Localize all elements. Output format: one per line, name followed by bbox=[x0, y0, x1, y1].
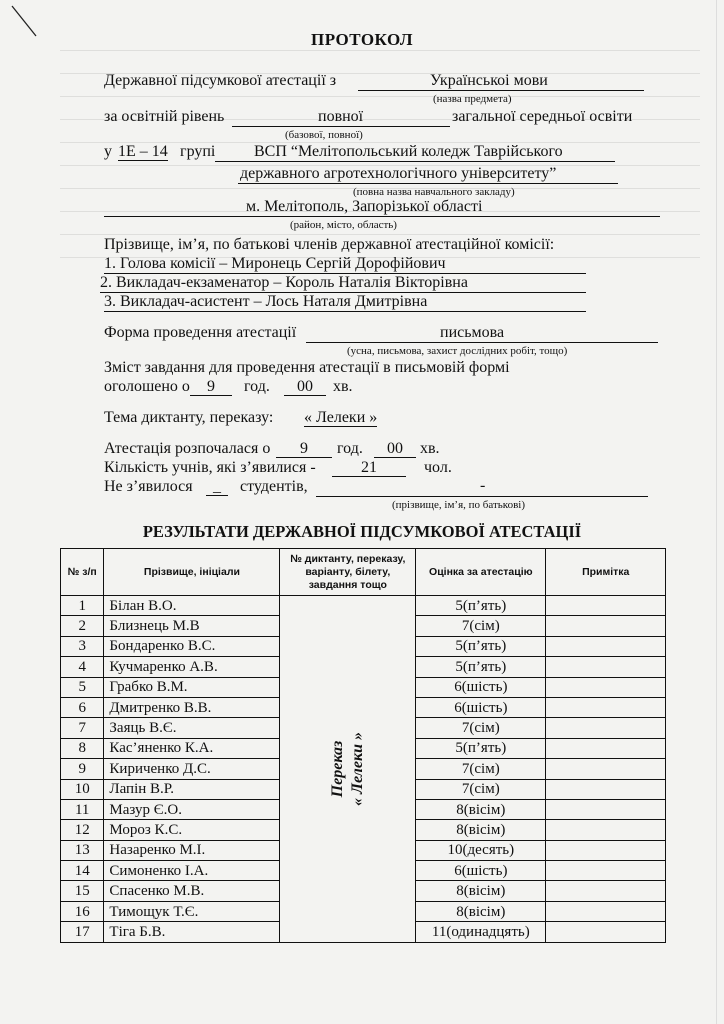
subject-label: Державної підсумкової атестації з bbox=[104, 72, 337, 89]
results-header-row bbox=[61, 549, 666, 596]
commission-member-3: 3. Викладач-асистент – Лось Наталя Дмитрівна bbox=[104, 293, 428, 310]
student-grade: 6(шість) bbox=[416, 697, 546, 717]
level-underline bbox=[232, 126, 450, 127]
student-note bbox=[546, 840, 666, 860]
task-vertical-label bbox=[328, 732, 368, 806]
page-title: ПРОТОКОЛ bbox=[310, 30, 413, 49]
form-underline bbox=[306, 342, 658, 343]
student-name: Спасенко М.В. bbox=[104, 881, 280, 901]
student-name: Тіга Б.В. bbox=[104, 922, 280, 942]
student-grade: 5(п’ять) bbox=[416, 738, 546, 758]
student-note bbox=[546, 596, 666, 616]
group-prefix: у bbox=[104, 143, 112, 160]
commission-underline-3 bbox=[104, 311, 586, 312]
row-number: 11 bbox=[61, 799, 104, 819]
present-label: Кількість учнів, які з’явилися - bbox=[104, 459, 316, 476]
student-grade: 10(десять) bbox=[416, 840, 546, 860]
task-line-1: Зміст завдання для проведення атестації в письмовій формі bbox=[104, 359, 510, 376]
task-hour-label: год. bbox=[244, 378, 270, 395]
student-name: Кучмаренко А.В. bbox=[104, 657, 280, 677]
student-note bbox=[546, 738, 666, 758]
student-note bbox=[546, 677, 666, 697]
student-grade: 8(вісім) bbox=[416, 799, 546, 819]
row-number: 2 bbox=[61, 616, 104, 636]
student-name: Дмитренко В.В. bbox=[104, 697, 280, 717]
col-name-header: Прізвище, ініціали bbox=[104, 549, 280, 596]
city-value: м. Мелітополь, Запорізької області bbox=[246, 198, 483, 215]
student-grade: 5(п’ять) bbox=[416, 636, 546, 656]
student-note bbox=[546, 922, 666, 942]
level-suffix: загальної середньої освіти bbox=[452, 108, 633, 125]
student-note bbox=[546, 657, 666, 677]
start-minute-label: хв. bbox=[420, 440, 440, 457]
start-prefix: Атестація розпочалася о bbox=[104, 440, 271, 457]
student-grade: 7(сім) bbox=[416, 759, 546, 779]
student-note bbox=[546, 759, 666, 779]
start-hour: 9 bbox=[276, 440, 332, 458]
student-name: Назаренко М.І. bbox=[104, 840, 280, 860]
institution-line-1: ВСП “Мелітопольський коледж Таврійського bbox=[254, 143, 563, 160]
row-number: 14 bbox=[61, 861, 104, 881]
student-grade: 6(шість) bbox=[416, 861, 546, 881]
student-grade: 7(сім) bbox=[416, 718, 546, 738]
city-underline bbox=[104, 216, 660, 217]
task-hour: 9 bbox=[190, 378, 232, 396]
commission-member-1: 1. Голова комісії – Миронець Сергій Дорофійович bbox=[104, 255, 446, 272]
task-minute-label: хв. bbox=[333, 378, 353, 395]
col-grade-header: Оцінка за атестацію bbox=[416, 549, 546, 596]
commission-member-2: 2. Викладач-екзаменатор – Король Наталія Вікторівна bbox=[100, 274, 468, 291]
row-number: 12 bbox=[61, 820, 104, 840]
task-label-line-1: Переказ bbox=[328, 740, 346, 798]
task-minute: 00 bbox=[284, 378, 326, 396]
row-number: 9 bbox=[61, 759, 104, 779]
student-name: Тимощук Т.Є. bbox=[104, 901, 280, 921]
row-number: 6 bbox=[61, 697, 104, 717]
student-name: Мазур Є.О. bbox=[104, 799, 280, 819]
student-grade: 11(одинадцять) bbox=[416, 922, 546, 942]
group-value: 1Е – 14 bbox=[118, 143, 168, 160]
student-note bbox=[546, 820, 666, 840]
col-note-header: Примітка bbox=[546, 549, 666, 596]
row-number: 10 bbox=[61, 779, 104, 799]
student-name: Близнець М.В bbox=[104, 616, 280, 636]
student-name: Бондаренко В.С. bbox=[104, 636, 280, 656]
group-label: групі bbox=[180, 143, 216, 160]
present-value: 21 bbox=[332, 459, 406, 477]
subject-underline bbox=[358, 90, 644, 91]
student-grade: 8(вісім) bbox=[416, 901, 546, 921]
level-value: повної bbox=[318, 108, 364, 125]
student-name: Заяць В.Є. bbox=[104, 718, 280, 738]
student-note bbox=[546, 881, 666, 901]
student-note bbox=[546, 616, 666, 636]
subject-caption: (назва предмета) bbox=[433, 93, 512, 105]
form-value: письмова bbox=[440, 324, 505, 341]
absent-label: студентів, bbox=[240, 478, 308, 495]
row-number: 3 bbox=[61, 636, 104, 656]
absent-value: _ bbox=[206, 478, 228, 496]
student-name: Кас’яненко К.А. bbox=[104, 738, 280, 758]
institution-underline-2 bbox=[238, 183, 618, 184]
student-note bbox=[546, 861, 666, 881]
institution-underline-1 bbox=[215, 161, 615, 162]
row-number: 16 bbox=[61, 901, 104, 921]
page-fold-line bbox=[716, 0, 717, 1024]
student-note bbox=[546, 697, 666, 717]
student-grade: 5(п’ять) bbox=[416, 657, 546, 677]
row-number: 5 bbox=[61, 677, 104, 697]
col-number-header: № з/п bbox=[61, 549, 104, 596]
student-note bbox=[546, 799, 666, 819]
institution-caption: (повна назва навчального закладу) bbox=[353, 186, 515, 198]
present-unit: чол. bbox=[424, 459, 452, 476]
student-grade: 7(сім) bbox=[416, 616, 546, 636]
student-name: Мороз К.С. bbox=[104, 820, 280, 840]
student-grade: 8(вісім) bbox=[416, 820, 546, 840]
absent-caption: (прізвище, ім’я, по батькові) bbox=[392, 499, 525, 511]
row-number: 15 bbox=[61, 881, 104, 901]
absent-prefix: Не з’явилося bbox=[104, 478, 193, 495]
institution-line-2: державного агротехнологічного університету” bbox=[240, 165, 557, 182]
row-number: 13 bbox=[61, 840, 104, 860]
topic-value: « Лелеки » bbox=[304, 409, 378, 426]
subject-value: Українськоі мови bbox=[430, 72, 548, 89]
results-body bbox=[61, 596, 666, 943]
student-grade: 8(вісім) bbox=[416, 881, 546, 901]
task-line-2-prefix: оголошено о bbox=[104, 378, 190, 395]
student-name: Кириченко Д.С. bbox=[104, 759, 280, 779]
start-hour-label: год. bbox=[337, 440, 363, 457]
task-label-line-2: « Лелеки » bbox=[348, 731, 366, 806]
commission-heading: Прізвище, ім’я, по батькові членів державної атестаційної комісії: bbox=[104, 236, 555, 253]
student-grade: 5(п’ять) bbox=[416, 596, 546, 616]
student-name: Білан В.О. bbox=[104, 596, 280, 616]
row-number: 7 bbox=[61, 718, 104, 738]
row-number: 4 bbox=[61, 657, 104, 677]
row-number: 8 bbox=[61, 738, 104, 758]
results-title: РЕЗУЛЬТАТИ ДЕРЖАВНОЇ ПІДСУМКОВОЇ АТЕСТАЦІЇ bbox=[142, 522, 582, 541]
student-grade: 6(шість) bbox=[416, 677, 546, 697]
form-caption: (усна, письмова, захист дослідних робіт, тощо) bbox=[347, 345, 568, 357]
level-caption: (базової, повної) bbox=[285, 129, 363, 141]
level-label: за освітній рівень bbox=[104, 108, 225, 125]
topic-label: Тема диктанту, переказу: bbox=[104, 409, 274, 426]
student-grade: 7(сім) bbox=[416, 779, 546, 799]
absent-names: - bbox=[480, 477, 486, 494]
student-note bbox=[546, 718, 666, 738]
row-number: 1 bbox=[61, 596, 104, 616]
student-note bbox=[546, 901, 666, 921]
student-name: Симоненко І.А. bbox=[104, 861, 280, 881]
row-number: 17 bbox=[61, 922, 104, 942]
absent-underline bbox=[316, 496, 648, 497]
student-note bbox=[546, 636, 666, 656]
table-row bbox=[61, 596, 666, 616]
student-name: Лапін В.Р. bbox=[104, 779, 280, 799]
student-note bbox=[546, 779, 666, 799]
col-task-header: № диктанту, переказу, варіанту, білету, завдання тощо bbox=[280, 549, 416, 596]
student-name: Грабко В.М. bbox=[104, 677, 280, 697]
start-minute: 00 bbox=[374, 440, 416, 458]
task-cell bbox=[280, 596, 416, 943]
results-table bbox=[60, 548, 666, 943]
form-label: Форма проведення атестації bbox=[104, 324, 297, 341]
city-caption: (район, місто, область) bbox=[290, 219, 397, 231]
